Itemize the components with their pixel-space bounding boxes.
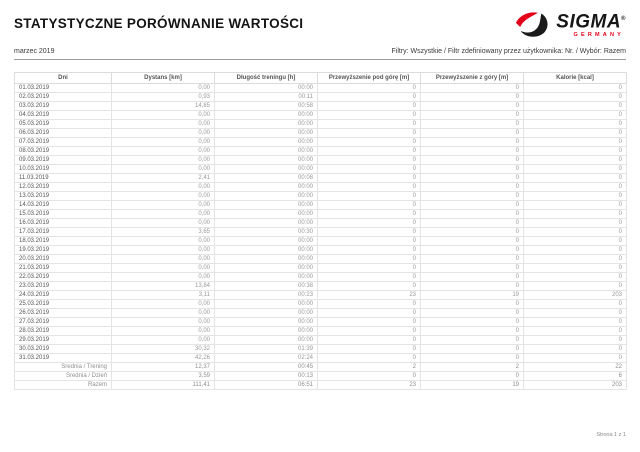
cell-value: 0,00	[112, 84, 215, 93]
column-header: Dystans [km]	[112, 73, 215, 84]
table-row	[15, 192, 627, 201]
cell-value: 00:00	[215, 255, 318, 264]
cell-value: 0	[318, 273, 421, 282]
cell-value: 0,00	[112, 165, 215, 174]
table-row	[15, 147, 627, 156]
cell-date: 19.03.2019	[15, 246, 112, 255]
table-row	[15, 318, 627, 327]
cell-date: 07.03.2019	[15, 138, 112, 147]
table-row	[15, 327, 627, 336]
cell-value: 0	[421, 327, 524, 336]
cell-date: 02.03.2019	[15, 93, 112, 102]
cell-value: 0	[524, 309, 627, 318]
brand-text: SIGMA®	[556, 11, 626, 33]
cell-value: 0	[421, 129, 524, 138]
cell-value: 00:00	[215, 300, 318, 309]
cell-date: 15.03.2019	[15, 210, 112, 219]
cell-value: 0	[524, 129, 627, 138]
cell-value: 0	[524, 255, 627, 264]
cell-value: 0	[318, 147, 421, 156]
cell-value: 0	[318, 120, 421, 129]
cell-value: 0	[318, 264, 421, 273]
table-row	[15, 210, 627, 219]
sigma-logo	[513, 10, 626, 38]
cell-value: 0	[318, 309, 421, 318]
summary-row	[15, 381, 627, 390]
summary-value: 111,41	[112, 381, 215, 390]
cell-value: 0	[421, 264, 524, 273]
cell-date: 09.03.2019	[15, 156, 112, 165]
cell-value: 0	[421, 93, 524, 102]
cell-value: 0,00	[112, 273, 215, 282]
column-header: Dni	[15, 73, 112, 84]
cell-date: 10.03.2019	[15, 165, 112, 174]
filter-summary: Filtry: Wszystkie / Filtr zdefiniowany przez użytkownika: Nr. / Wybór: Razem	[391, 48, 626, 56]
cell-date: 22.03.2019	[15, 273, 112, 282]
cell-value: 00:00	[215, 111, 318, 120]
summary-value: 0	[421, 372, 524, 381]
cell-value: 0	[524, 228, 627, 237]
statistics-table	[14, 72, 627, 390]
cell-value: 0	[318, 183, 421, 192]
cell-value: 00:00	[215, 147, 318, 156]
cell-value: 0	[318, 336, 421, 345]
column-header: Kalorie [kcal]	[524, 73, 627, 84]
cell-value: 0	[524, 237, 627, 246]
cell-value: 0	[421, 228, 524, 237]
cell-value: 0,93	[112, 93, 215, 102]
cell-value: 0	[318, 354, 421, 363]
cell-value: 0	[421, 138, 524, 147]
cell-value: 0	[318, 327, 421, 336]
column-header: Przewyższenie pod górę [m]	[318, 73, 421, 84]
cell-value: 00:00	[215, 237, 318, 246]
table-row	[15, 84, 627, 93]
summary-value: 2	[421, 363, 524, 372]
cell-value: 0	[318, 201, 421, 210]
cell-value: 0,00	[112, 129, 215, 138]
table-row	[15, 102, 627, 111]
cell-value: 0	[318, 237, 421, 246]
cell-value: 00:00	[215, 183, 318, 192]
cell-value: 2,41	[112, 174, 215, 183]
cell-value: 00:00	[215, 264, 318, 273]
cell-value: 00:00	[215, 210, 318, 219]
cell-value: 0	[421, 336, 524, 345]
cell-value: 00:00	[215, 318, 318, 327]
cell-value: 0,00	[112, 300, 215, 309]
cell-value: 00:00	[215, 246, 318, 255]
cell-value: 0	[524, 111, 627, 120]
cell-date: 08.03.2019	[15, 147, 112, 156]
cell-value: 0	[421, 84, 524, 93]
cell-value: 203	[524, 291, 627, 300]
table-row	[15, 129, 627, 138]
cell-value: 00:00	[215, 156, 318, 165]
cell-value: 30,32	[112, 345, 215, 354]
table-row	[15, 237, 627, 246]
cell-date: 11.03.2019	[15, 174, 112, 183]
summary-label: Średnia / Dzień	[15, 372, 112, 381]
cell-date: 12.03.2019	[15, 183, 112, 192]
table-row	[15, 219, 627, 228]
table-row	[15, 282, 627, 291]
cell-value: 0	[524, 345, 627, 354]
cell-value: 0	[421, 219, 524, 228]
cell-value: 0	[524, 246, 627, 255]
cell-value: 0	[421, 255, 524, 264]
cell-value: 00:38	[215, 282, 318, 291]
cell-value: 00:00	[215, 309, 318, 318]
cell-value: 02:24	[215, 354, 318, 363]
cell-date: 14.03.2019	[15, 201, 112, 210]
cell-value: 0,00	[112, 201, 215, 210]
cell-date: 18.03.2019	[15, 237, 112, 246]
cell-value: 3,11	[112, 291, 215, 300]
summary-value: 12,37	[112, 363, 215, 372]
column-header: Przewyższenie z góry [m]	[421, 73, 524, 84]
page-number: Strona 1 z 1	[596, 432, 626, 438]
cell-value: 0,00	[112, 237, 215, 246]
sigma-swoosh-icon	[513, 11, 551, 38]
summary-row	[15, 372, 627, 381]
table-row	[15, 111, 627, 120]
cell-value: 0,00	[112, 309, 215, 318]
cell-date: 27.03.2019	[15, 318, 112, 327]
table-row	[15, 174, 627, 183]
cell-value: 00:00	[215, 165, 318, 174]
cell-value: 0	[524, 156, 627, 165]
cell-value: 0	[524, 93, 627, 102]
cell-value: 0,00	[112, 210, 215, 219]
cell-value: 0	[421, 174, 524, 183]
cell-value: 0	[421, 246, 524, 255]
cell-value: 0,00	[112, 264, 215, 273]
table-row	[15, 228, 627, 237]
summary-value: 0	[318, 372, 421, 381]
cell-value: 0	[421, 345, 524, 354]
cell-value: 0,00	[112, 255, 215, 264]
cell-date: 26.03.2019	[15, 309, 112, 318]
cell-value: 0,00	[112, 138, 215, 147]
period-label: marzec 2019	[14, 48, 55, 56]
cell-value: 00:00	[215, 201, 318, 210]
cell-value: 0	[318, 165, 421, 174]
cell-value: 0	[524, 120, 627, 129]
summary-value: 3,59	[112, 372, 215, 381]
cell-value: 01:39	[215, 345, 318, 354]
cell-date: 25.03.2019	[15, 300, 112, 309]
cell-date: 20.03.2019	[15, 255, 112, 264]
cell-value: 0	[421, 354, 524, 363]
cell-value: 00:00	[215, 120, 318, 129]
cell-value: 00:58	[215, 102, 318, 111]
cell-value: 0,00	[112, 111, 215, 120]
summary-value: 2	[318, 363, 421, 372]
cell-value: 0	[524, 354, 627, 363]
cell-value: 0	[318, 210, 421, 219]
brand-country-text: GERMANY	[573, 32, 624, 39]
cell-value: 0	[421, 318, 524, 327]
cell-date: 01.03.2019	[15, 84, 112, 93]
cell-date: 24.03.2019	[15, 291, 112, 300]
cell-value: 0	[421, 210, 524, 219]
cell-value: 0	[524, 192, 627, 201]
table-row	[15, 201, 627, 210]
cell-value: 19	[421, 291, 524, 300]
cell-value: 0	[421, 165, 524, 174]
cell-value: 0,00	[112, 192, 215, 201]
table-row	[15, 300, 627, 309]
cell-value: 0	[421, 282, 524, 291]
cell-value: 0	[421, 237, 524, 246]
cell-value: 0	[318, 111, 421, 120]
cell-value: 0,00	[112, 219, 215, 228]
cell-value: 0	[524, 102, 627, 111]
cell-value: 13,84	[112, 282, 215, 291]
table-row	[15, 246, 627, 255]
cell-value: 0	[318, 345, 421, 354]
cell-date: 23.03.2019	[15, 282, 112, 291]
table-body	[15, 84, 627, 390]
cell-value: 00:00	[215, 219, 318, 228]
cell-date: 13.03.2019	[15, 192, 112, 201]
cell-value: 0	[318, 138, 421, 147]
cell-value: 0	[318, 219, 421, 228]
summary-value: 00:45	[215, 363, 318, 372]
cell-value: 00:23	[215, 291, 318, 300]
table-row	[15, 156, 627, 165]
cell-value: 3,65	[112, 228, 215, 237]
cell-date: 21.03.2019	[15, 264, 112, 273]
cell-value: 0,00	[112, 327, 215, 336]
cell-date: 05.03.2019	[15, 120, 112, 129]
cell-value: 0,00	[112, 147, 215, 156]
cell-value: 0	[421, 183, 524, 192]
cell-value: 0	[421, 273, 524, 282]
table-header-row	[15, 73, 627, 84]
cell-value: 0,00	[112, 318, 215, 327]
summary-label: Średnia / Trening	[15, 363, 112, 372]
cell-value: 0	[524, 84, 627, 93]
summary-value: 203	[524, 381, 627, 390]
cell-value: 23	[318, 291, 421, 300]
sigma-wordmark	[556, 10, 626, 38]
summary-row	[15, 363, 627, 372]
cell-value: 0,00	[112, 246, 215, 255]
cell-value: 00:00	[215, 273, 318, 282]
cell-value: 0	[318, 129, 421, 138]
registered-mark: ®	[621, 16, 626, 22]
cell-value: 00:00	[215, 192, 318, 201]
cell-value: 00:00	[215, 327, 318, 336]
cell-value: 00:11	[215, 93, 318, 102]
cell-value: 00:00	[215, 336, 318, 345]
column-header: Długość treningu [h]	[215, 73, 318, 84]
cell-value: 0	[318, 282, 421, 291]
cell-value: 00:00	[215, 84, 318, 93]
cell-date: 16.03.2019	[15, 219, 112, 228]
table-row	[15, 120, 627, 129]
report-subheader	[14, 48, 626, 60]
table-row	[15, 273, 627, 282]
cell-value: 00:00	[215, 138, 318, 147]
cell-value: 0,00	[112, 120, 215, 129]
table-row	[15, 93, 627, 102]
report-header	[14, 8, 626, 38]
cell-value: 0	[318, 84, 421, 93]
cell-value: 0	[318, 102, 421, 111]
cell-value: 0	[318, 318, 421, 327]
page-title: STATYSTYCZNE PORÓWNANIE WARTOŚCI	[14, 16, 304, 31]
table-row	[15, 255, 627, 264]
cell-value: 0,00	[112, 183, 215, 192]
cell-value: 0	[524, 300, 627, 309]
table-row	[15, 345, 627, 354]
cell-value: 0	[421, 120, 524, 129]
cell-value: 00:08	[215, 174, 318, 183]
table-row	[15, 165, 627, 174]
cell-value: 0	[318, 156, 421, 165]
cell-value: 0	[524, 138, 627, 147]
summary-value: 22	[524, 363, 627, 372]
cell-date: 28.03.2019	[15, 327, 112, 336]
summary-value: 19	[421, 381, 524, 390]
table-row	[15, 264, 627, 273]
table-row	[15, 138, 627, 147]
summary-label: Razem	[15, 381, 112, 390]
cell-value: 0	[524, 264, 627, 273]
cell-value: 0	[524, 327, 627, 336]
cell-value: 0	[421, 201, 524, 210]
cell-value: 0	[524, 147, 627, 156]
cell-value: 0	[421, 309, 524, 318]
cell-date: 31.03.2019	[15, 354, 112, 363]
cell-value: 0,00	[112, 336, 215, 345]
cell-date: 30.03.2019	[15, 345, 112, 354]
cell-value: 0	[318, 192, 421, 201]
cell-value: 0	[318, 93, 421, 102]
table-row	[15, 291, 627, 300]
table-row	[15, 354, 627, 363]
cell-value: 0	[524, 336, 627, 345]
table-row	[15, 336, 627, 345]
cell-value: 0	[318, 228, 421, 237]
cell-value: 0	[524, 282, 627, 291]
summary-value: 00:13	[215, 372, 318, 381]
cell-value: 00:00	[215, 129, 318, 138]
cell-value: 0	[524, 183, 627, 192]
cell-value: 0,00	[112, 156, 215, 165]
cell-value: 0	[421, 192, 524, 201]
cell-value: 14,85	[112, 102, 215, 111]
cell-value: 0	[421, 111, 524, 120]
cell-date: 29.03.2019	[15, 336, 112, 345]
summary-value: 06:51	[215, 381, 318, 390]
cell-value: 0	[524, 165, 627, 174]
cell-value: 0	[524, 210, 627, 219]
cell-value: 0	[318, 255, 421, 264]
cell-date: 04.03.2019	[15, 111, 112, 120]
cell-value: 0	[524, 318, 627, 327]
table-row	[15, 309, 627, 318]
cell-value: 0	[318, 300, 421, 309]
cell-value: 42,26	[112, 354, 215, 363]
cell-value: 0	[318, 246, 421, 255]
cell-value: 0	[318, 174, 421, 183]
cell-value: 0	[421, 300, 524, 309]
cell-value: 0	[524, 201, 627, 210]
cell-date: 17.03.2019	[15, 228, 112, 237]
cell-value: 0	[421, 147, 524, 156]
cell-value: 0	[524, 273, 627, 282]
table-row	[15, 183, 627, 192]
summary-value: 6	[524, 372, 627, 381]
cell-value: 0	[421, 102, 524, 111]
cell-date: 06.03.2019	[15, 129, 112, 138]
cell-value: 0	[524, 219, 627, 228]
cell-value: 0	[421, 156, 524, 165]
cell-value: 0	[524, 174, 627, 183]
cell-value: 00:30	[215, 228, 318, 237]
cell-date: 03.03.2019	[15, 102, 112, 111]
summary-value: 23	[318, 381, 421, 390]
